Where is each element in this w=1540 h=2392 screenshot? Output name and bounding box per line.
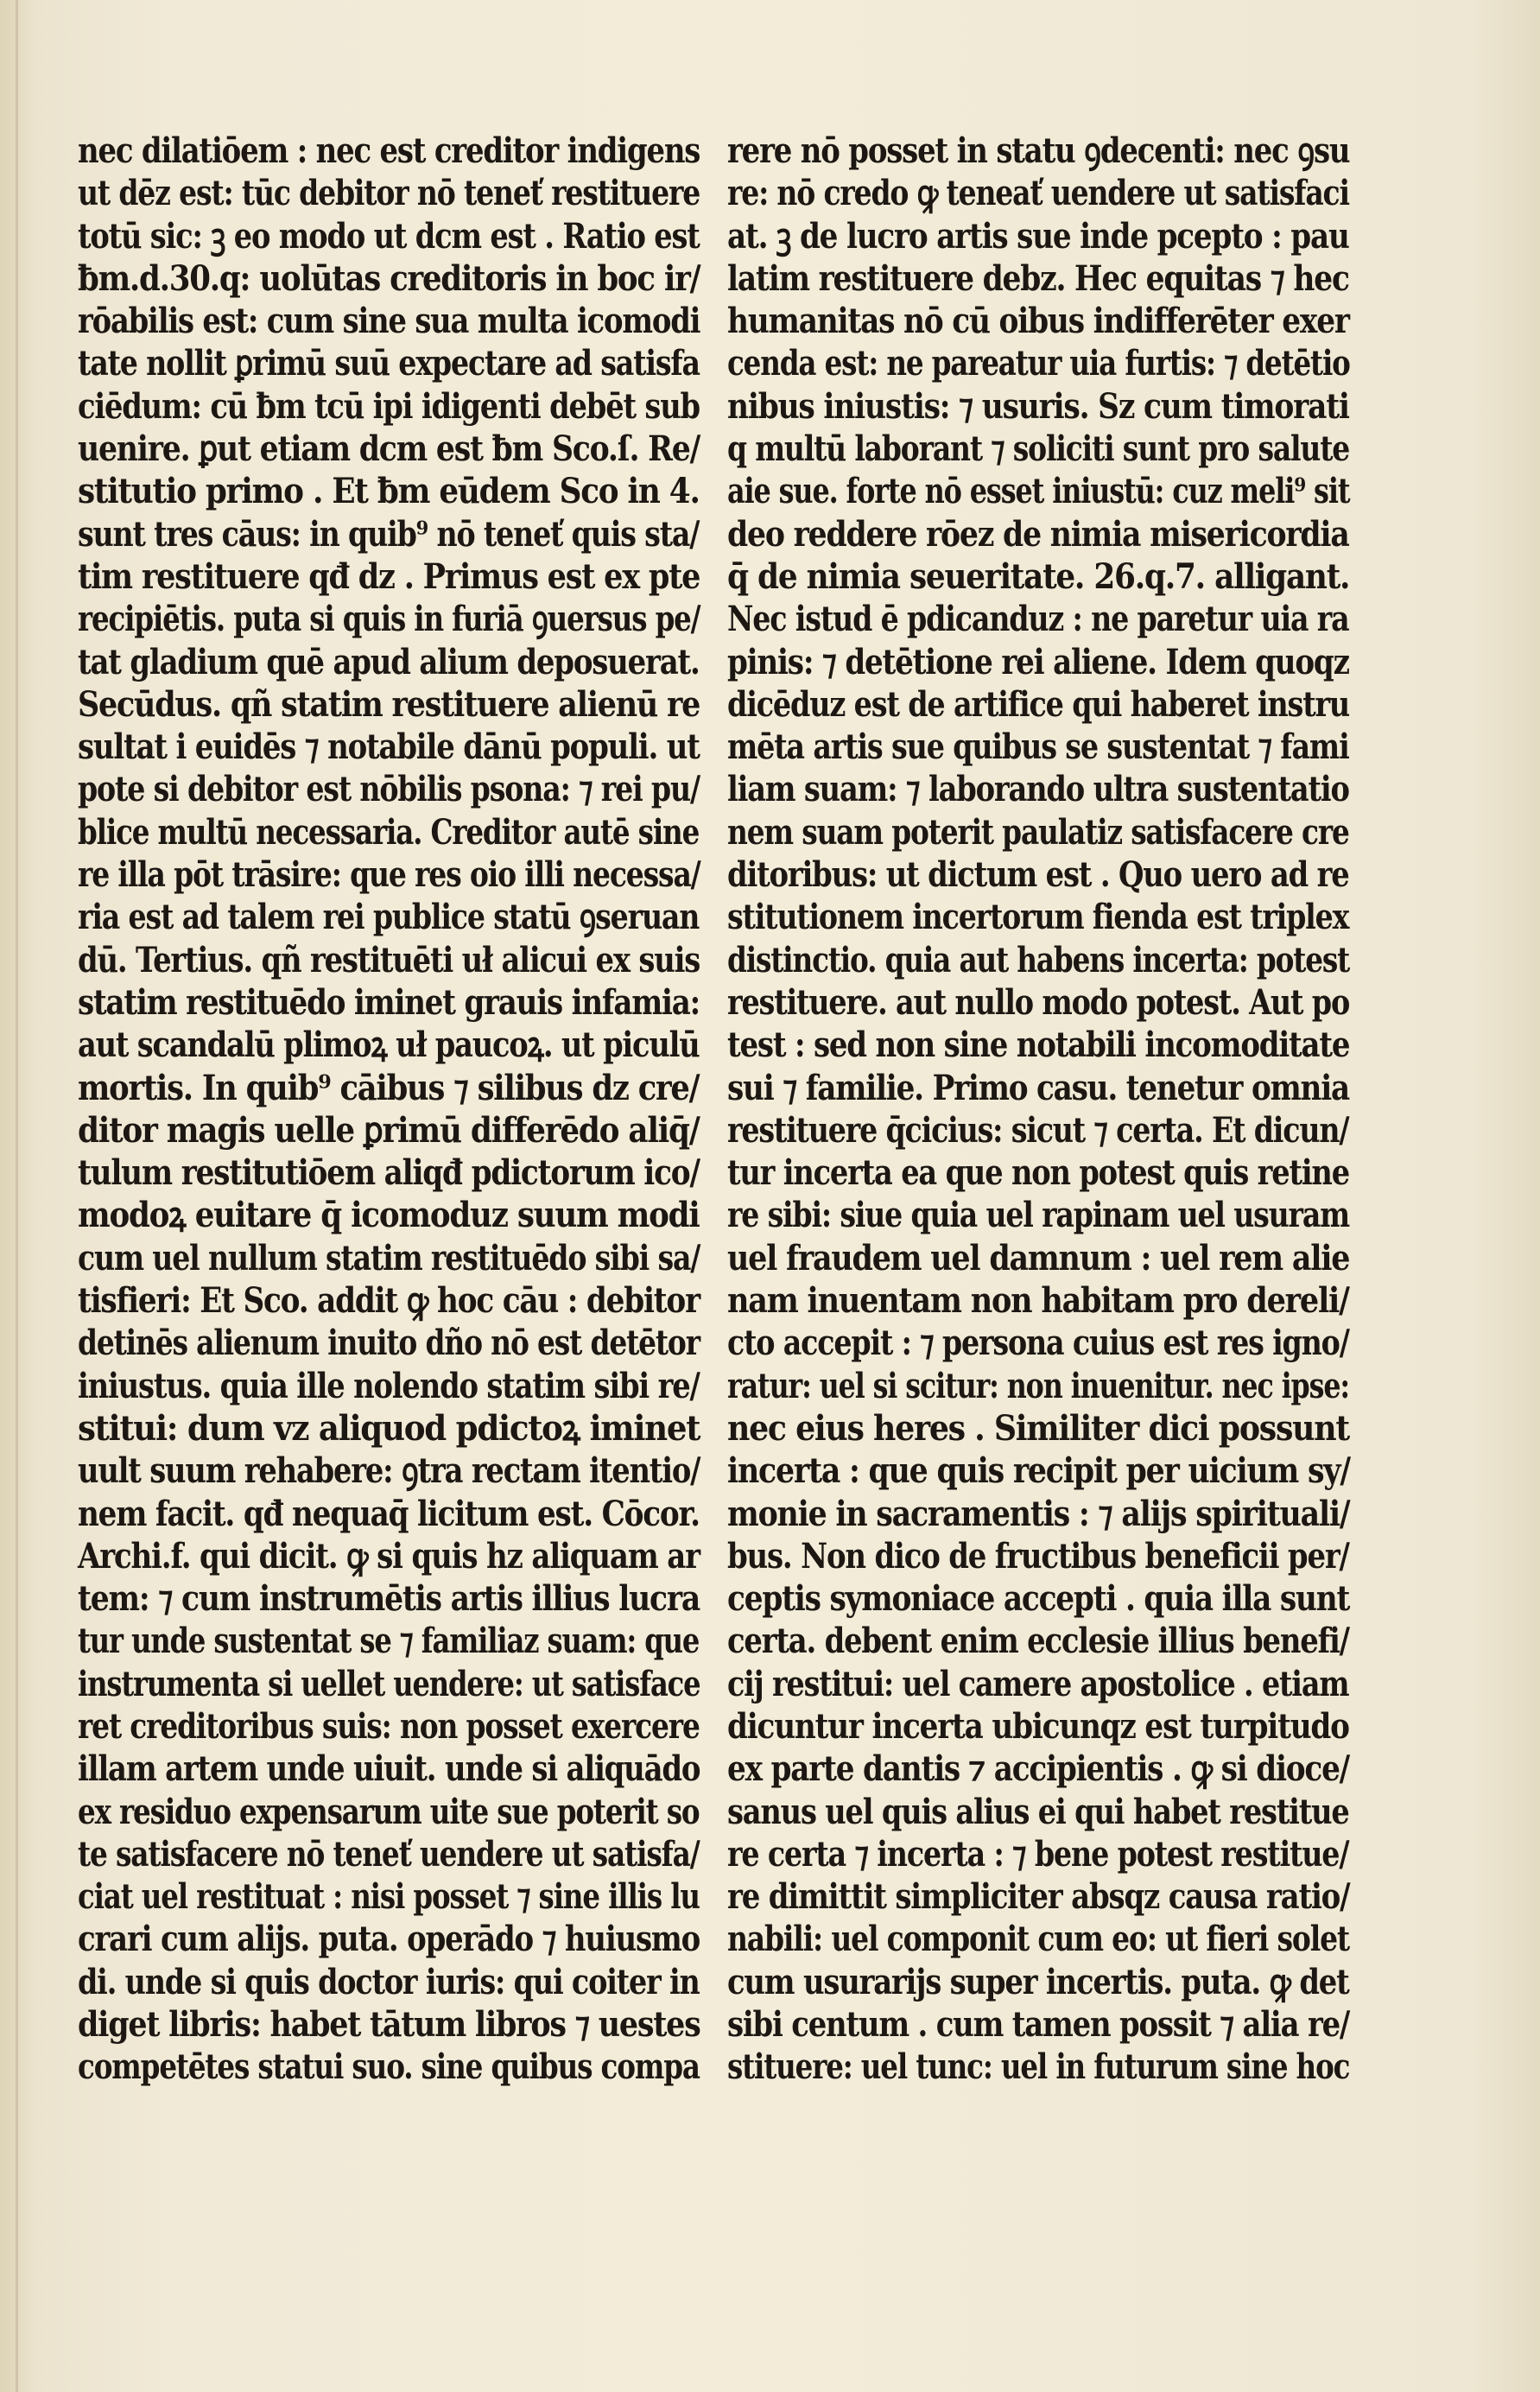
text-line: detinēs alienum inuito dño nō est detētor bbox=[78, 1323, 700, 1364]
text-line: stitui: dum vz aliquod pdictoꝝ iminet bbox=[78, 1407, 700, 1449]
text-line: tisfieri: Et Sco. addit ꝙ hoc cāu : debitor bbox=[78, 1280, 700, 1322]
text-line: q multū laborant ⁊ soliciti sunt pro salute bbox=[727, 428, 1350, 470]
text-line: tat gladium quē apud alium deposuerat. bbox=[78, 641, 700, 682]
text-line: Nec istud ē pdicanduz : ne paretur uia ra bbox=[727, 599, 1349, 640]
text-line: mēta artis sue quibus se sustentat ⁊ fami bbox=[727, 726, 1349, 768]
text-line: sibi centum . cum tamen possit ⁊ alia re/ bbox=[727, 2004, 1350, 2046]
text-line: tulum restitutiōem aliqđ pdictorum ico/ bbox=[78, 1152, 700, 1194]
text-line: ut dēz est: tūc debitor nō teneť restituere bbox=[78, 173, 700, 214]
text-line: iniustus. quia ille nolendo statim sibi re/ bbox=[78, 1365, 700, 1406]
text-line: nabili: uel componit cum eo: ut fieri solet bbox=[727, 1919, 1349, 1960]
text-line: re: nō credo ꝙ teneať uendere ut satisfaci bbox=[727, 173, 1349, 214]
text-line: nem facit. qđ nequaq̄ licitum est. Cōcor. bbox=[78, 1493, 700, 1534]
text-line: dicēduz est de artifice qui haberet instru bbox=[727, 683, 1350, 725]
text-line: test : sed non sine notabili incomoditate bbox=[727, 1025, 1350, 1066]
text-line: diget libris: habet tātum libros ⁊ uestes bbox=[78, 2004, 700, 2046]
text-line: nam inuentam non habitam pro dereli/ bbox=[727, 1280, 1349, 1322]
text-line: ceptis symoniace accepti . quia illa sunt bbox=[727, 1578, 1350, 1620]
text-line: ex residuo expensarum uite sue poterit so bbox=[78, 1791, 700, 1832]
text-line: stitutio primo . Et ƀm eūdem Sco in 4. bbox=[78, 471, 700, 512]
text-line: incerta : que quis recipit per uicium sy/ bbox=[727, 1450, 1350, 1492]
text-line: tate nollit ꝑrimū suū expectare ad satisfa bbox=[78, 343, 700, 384]
text-line: dicuntur incerta ubicunqz est turpitudo bbox=[727, 1705, 1349, 1747]
text-line: pote si debitor est nōbilis psona: ⁊ rei pu/ bbox=[78, 769, 700, 810]
text-line: restituere. aut nullo modo potest. Aut po bbox=[727, 981, 1350, 1023]
text-line: ditor magis uelle ꝑrimū differēdo aliq̄/ bbox=[78, 1109, 700, 1151]
text-line: Archi.f. qui dicit. ꝙ si quis hz aliquam ar bbox=[78, 1535, 700, 1577]
text-line: ratur: uel si scitur: non inuenitur. nec ipse: bbox=[727, 1365, 1350, 1406]
text-line: ditoribus: ut dictum est . Quo uero ad re bbox=[727, 854, 1349, 896]
text-line: restituere q̄cicius: sicut ⁊ certa. Et dicun/ bbox=[727, 1109, 1349, 1151]
text-line: uenire. ꝑut etiam dcm est ƀm Sco.ſ. Re/ bbox=[78, 428, 700, 470]
text-line: certa. debent enim ecclesie illius benefi/ bbox=[727, 1621, 1349, 1662]
text-line: deo reddere rōez de nimia misericordia bbox=[727, 513, 1349, 555]
text-line: tur unde sustentat se ⁊ familiaz suam: que bbox=[78, 1621, 700, 1662]
text-line: instrumenta si uellet uendere: ut satisface bbox=[78, 1663, 700, 1704]
text-line: re certa ⁊ incerta : ⁊ bene potest restitue/ bbox=[727, 1833, 1349, 1875]
text-line: cto accepit : ⁊ persona cuius est res igno/ bbox=[727, 1323, 1349, 1364]
text-line: crari cum alijs. puta. operādo ⁊ huiusmo bbox=[78, 1919, 700, 1960]
text-line: nem suam poterit paulatiz satisfacere cre bbox=[727, 811, 1349, 853]
text-line: bus. Non dico de fructibus beneficii per/ bbox=[727, 1535, 1349, 1577]
text-line: nec dilatiōem : nec est creditor indigens bbox=[78, 130, 700, 171]
text-line: sunt tres cāus: in quib⁹ nō teneť quis sta/ bbox=[78, 513, 700, 555]
text-line: liam suam: ⁊ laborando ultra sustentatio bbox=[727, 769, 1349, 810]
text-line: ciēdum: cū ƀm tcū ipi idigenti debēt sub bbox=[78, 385, 700, 427]
text-line: re illa pōt trāsire: que res oio illi necessa/ bbox=[78, 854, 700, 896]
text-line: distinctio. quia aut habens incerta: potest bbox=[727, 939, 1350, 980]
text-line: rōabilis est: cum sine sua multa icomodi bbox=[78, 301, 700, 342]
text-line: illam artem unde uiuit. unde si aliquādo bbox=[78, 1748, 700, 1790]
text-line: aut scandalū plimoꝝ uł paucoꝝ. ut piculū bbox=[78, 1025, 700, 1066]
text-line: nec eius heres . Similiter dici possunt bbox=[727, 1407, 1349, 1449]
text-line: modoꝝ euitare q̄ icomoduz suum modi bbox=[78, 1195, 700, 1236]
text-line: latim restituere debz. Hec equitas ⁊ hec bbox=[727, 257, 1349, 299]
text-line: humanitas nō cū oibus indifferēter exer bbox=[727, 301, 1349, 342]
text-line: ret creditoribus suis: non posset exercere bbox=[78, 1705, 700, 1747]
text-line: cum uel nullum statim restituēdo sibi sa/ bbox=[78, 1237, 700, 1278]
text-line: totū sic: ꝫ eo modo ut dcm est . Ratio est bbox=[78, 215, 700, 257]
text-line: Secūdus. qñ statim restituere alienū re bbox=[78, 683, 700, 725]
text-line: re sibi: siue quia uel rapinam uel usuram bbox=[727, 1195, 1350, 1236]
text-line: ciat uel restituat : nisi posset ⁊ sine illis lu bbox=[78, 1876, 700, 1918]
text-line: di. unde si quis doctor iuris: qui coiter in bbox=[78, 1961, 700, 2002]
text-line: pinis: ⁊ detētione rei aliene. Idem quoqz bbox=[727, 641, 1349, 682]
text-line: aie sue. forte nō esset iniustū: cuz meli⁹ sit bbox=[727, 471, 1350, 512]
text-line: mortis. In quib⁹ cāibus ⁊ silibus dz cre/ bbox=[78, 1067, 700, 1108]
text-line: ria est ad talem rei publice statū ꝯseruan bbox=[78, 897, 700, 938]
text-line: uult suum rehabere: ꝯtra rectam itentio/ bbox=[78, 1450, 700, 1492]
text-line: ex parte dantis ⁊ accipientis . ꝙ si dioce/ bbox=[727, 1748, 1349, 1790]
text-line: tur incerta ea que non potest quis retine bbox=[727, 1152, 1349, 1194]
text-line: stitutionem incertorum fienda est triplex bbox=[727, 897, 1349, 938]
text-line: competētes statui suo. sine quibus compa bbox=[78, 2046, 700, 2088]
text-line: te satisfacere nō teneť uendere ut satisfa/ bbox=[78, 1833, 700, 1875]
text-line: monie in sacramentis : ⁊ alijs spirituali/ bbox=[727, 1493, 1350, 1534]
text-line: sultat i euidēs ⁊ notabile dānū populi. ut bbox=[78, 726, 700, 768]
text-line: stituere: uel tunc: uel in futurum sine hoc bbox=[727, 2046, 1350, 2088]
text-line: sui ⁊ familie. Primo casu. tenetur omnia bbox=[727, 1067, 1349, 1108]
text-line: tem: ⁊ cum instrumētis artis illius lucra bbox=[78, 1578, 700, 1620]
text-line: recipiētis. puta si quis in furiā ꝯuersus pe/ bbox=[78, 599, 700, 640]
text-line: blice multū necessaria. Creditor autē sine bbox=[78, 811, 700, 853]
text-line: uel fraudem uel damnum : uel rem alie bbox=[727, 1237, 1350, 1278]
text-line: cenda est: ne pareatur uia furtis: ⁊ detētio bbox=[727, 343, 1350, 384]
text-line: q̄ de nimia seueritate. 26.q.7. alligant. bbox=[727, 555, 1350, 597]
text-line: nibus iniustis: ⁊ usuris. Sz cum timorati bbox=[727, 385, 1349, 427]
text-line: dū. Tertius. qñ restituēti uł alicui ex suis bbox=[78, 939, 700, 980]
text-line: ƀm.d.30.q: uolūtas creditoris in boc ir/ bbox=[78, 257, 700, 299]
text-line: cum usurarijs super incertis. puta. ꝙ det bbox=[727, 1961, 1349, 2002]
text-line: re dimittit simpliciter absqz causa ratio/ bbox=[727, 1876, 1350, 1918]
text-line: sanus uel quis alius ei qui habet restitue bbox=[727, 1791, 1349, 1832]
text-line: tim restituere qđ dz . Primus est ex pte bbox=[78, 555, 700, 597]
left-text-column bbox=[78, 130, 700, 2089]
text-line: statim restituēdo iminet grauis infamia: bbox=[78, 981, 700, 1023]
text-line: at. ꝫ de lucro artis sue inde pcepto : pau bbox=[727, 215, 1349, 257]
right-text-column bbox=[727, 130, 1349, 2089]
text-line: cij restitui: uel camere apostolice . etiam bbox=[727, 1663, 1349, 1704]
text-line: rere nō posset in statu ꝯdecenti: nec ꝯsu bbox=[727, 130, 1350, 171]
